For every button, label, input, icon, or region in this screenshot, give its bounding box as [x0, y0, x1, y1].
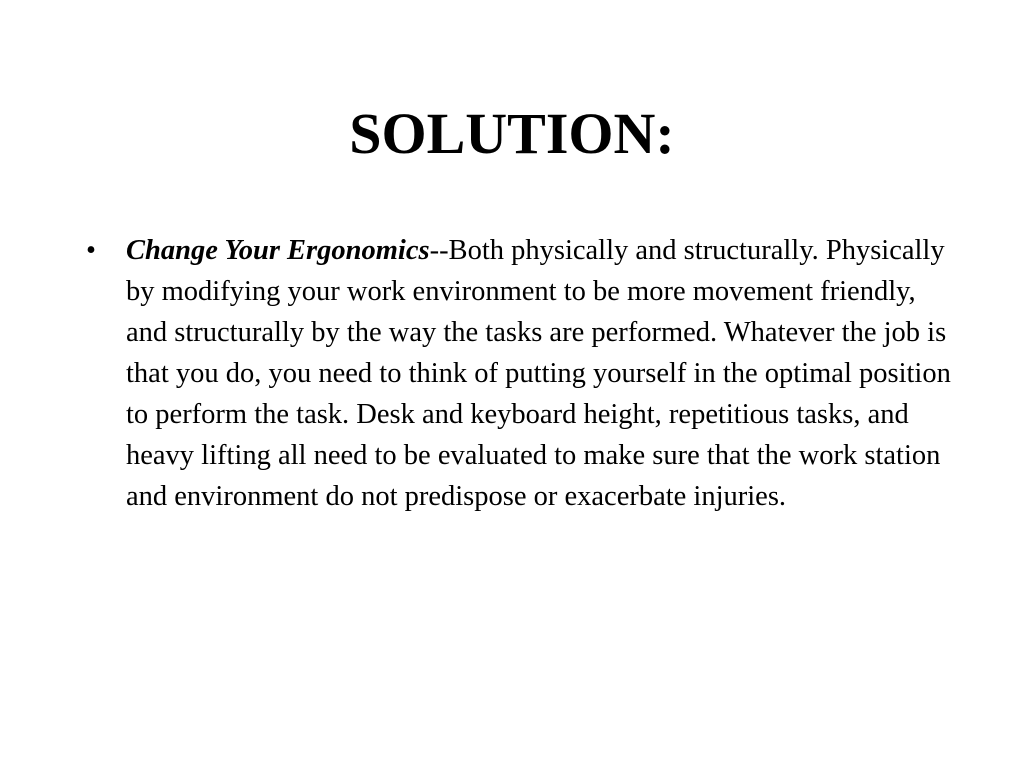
bullet-item: [86, 230, 956, 517]
bullet-list: [86, 230, 956, 517]
bullet-marker-icon: •: [86, 235, 96, 266]
bullet-heading: Change Your Ergonomics: [126, 235, 430, 266]
bullet-body: --Both physically and structurally. Physically by modifying your work environment to be more movement friendly, and structurally by the way the tasks are performed. Whatever the job is that you do, you need to think of putting yourself in the optimal position to perform the task. Desk and keyboard height, repetitious tasks, and heavy lifting all need to be evaluated to make sure that the work station and environment do not predispose or exacerbate injuries.: [126, 235, 951, 512]
slide-title: SOLUTION:: [349, 101, 675, 166]
